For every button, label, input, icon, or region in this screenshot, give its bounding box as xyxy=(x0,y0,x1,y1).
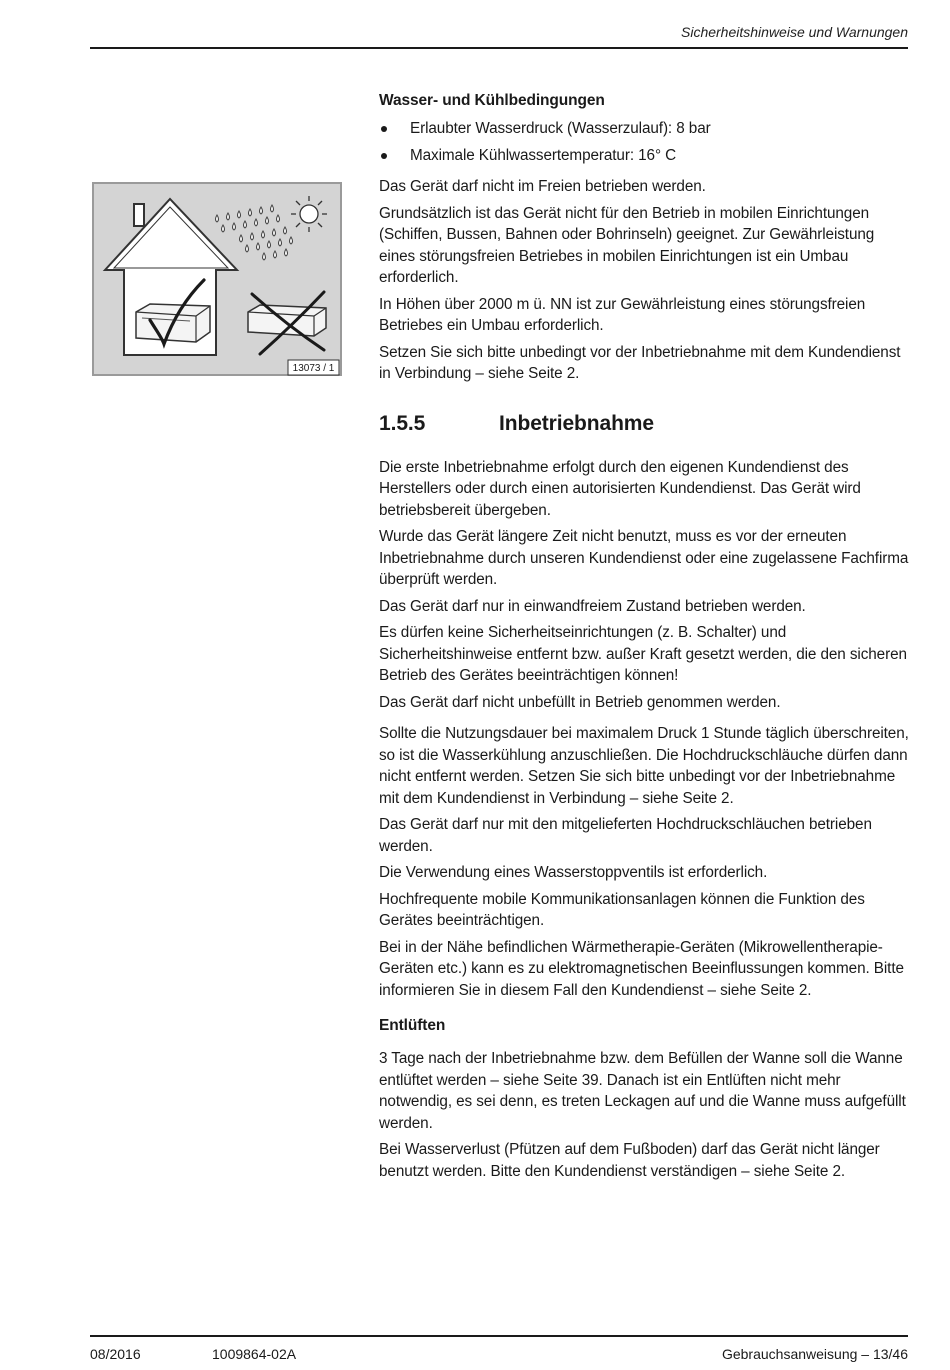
paragraph: Das Gerät darf nicht im Freien betrieben werden. xyxy=(379,178,706,195)
venting-heading: Entlüften xyxy=(379,1017,446,1034)
paragraph: Die Verwendung eines Wasserstoppventils ist erforderlich. xyxy=(379,864,768,881)
section-heading xyxy=(379,411,909,437)
list-item: Erlaubter Wasserdruck (Wasserzulauf): 8 bar xyxy=(379,118,909,140)
header-rule xyxy=(90,47,908,49)
figure-label: 13073 / 1 xyxy=(292,363,335,374)
footer-date: 08/2016 xyxy=(90,1346,141,1362)
paragraph: Das Gerät darf nicht unbefüllt in Betrieb genommen werden. xyxy=(379,693,781,711)
section-number: 1.5.5 xyxy=(379,411,426,435)
paragraph: Grundsätzlich ist das Gerät nicht für den Betrieb in mobilen Einrichtungen (Schiffen, Bussen, Bahnen oder Bohrinseln) geeignet. Zur Gewährleistung eines störungsfreien Betriebes in mobilen Einrichtungen ist ein Umbau erforderlich. xyxy=(379,204,875,286)
indoor-only-illustration xyxy=(92,182,342,376)
paragraph: Wurde das Gerät längere Zeit nicht benutzt, muss es vor der erneuten Inbetriebnahme durch unseren Kundendienst oder eine zugelassene Fachfirma überprüft werden. xyxy=(379,528,909,588)
paragraph: Es dürfen keine Sicherheitseinrichtungen (z. B. Schalter) und Sicherheitshinweise entfernt bzw. außer Kraft gesetzt werden, die den sicheren Betrieb des Gerätes beeinträchtigen können! xyxy=(379,624,907,684)
paragraph: Setzen Sie sich bitte unbedingt vor der Inbetriebnahme mit dem Kundendienst in Verbindung – siehe Seite 2. xyxy=(379,343,901,382)
main-content xyxy=(379,90,909,1187)
paragraph: Bei in der Nähe befindlichen Wärmetherapie-Geräten (Mikrowellentherapie-Geräten etc.) kann es zu elektromagnetischen Beeinflussungen kommen. Bitte informieren Sie in diesem Fall den Kundendienst – siehe Seite 2. xyxy=(379,938,904,999)
paragraph: Das Gerät darf nur in einwandfreiem Zustand betrieben werden. xyxy=(379,597,806,615)
list-item: Maximale Kühlwassertemperatur: 16° C xyxy=(379,145,909,167)
water-bullet-list xyxy=(379,118,909,166)
footer-rule xyxy=(90,1335,908,1337)
paragraph: Bei Wasserverlust (Pfützen auf dem Fußboden) darf das Gerät nicht länger benutzt werden. Bitte den Kundendienst verständigen – siehe Seite 2. xyxy=(379,1141,880,1180)
paragraph: Sollte die Nutzungsdauer bei maximalem Druck 1 Stunde täglich überschreiten, so ist die Wasserkühlung anzuschließen. Die Hochdruckschläuche dürfen dann nicht entfernt werden. Setzen Sie sich bitte unbedingt vor der Inbetriebnahme mit dem Kundendienst in Verbindung – siehe Seite 2. xyxy=(379,725,909,807)
footer-doc-number: 1009864-02A xyxy=(212,1346,297,1362)
outdoor-device-icon xyxy=(248,305,326,336)
paragraph: In Höhen über 2000 m ü. NN ist zur Gewährleistung eines störungsfreien Betriebes ein Umbau erforderlich. xyxy=(379,295,866,334)
section-title: Inbetriebnahme xyxy=(499,411,654,435)
paragraph: Die erste Inbetriebnahme erfolgt durch den eigenen Kundendienst des Herstellers oder durch einen autorisierten Kundendienst. Das Gerät wird betriebsbereit übergeben. xyxy=(379,458,861,519)
footer-page-label: Gebrauchsanweisung – 13/46 xyxy=(721,1346,908,1362)
paragraph: Hochfrequente mobile Kommunikationsanlagen können die Funktion des Gerätes beeinträchtigen. xyxy=(379,890,865,929)
running-header: Sicherheitshinweise und Warnungen xyxy=(681,24,908,40)
paragraph: 3 Tage nach der Inbetriebnahme bzw. dem Befüllen der Wanne soll die Wanne entlüftet werden – siehe Seite 39. Danach ist ein Entlüften nicht mehr notwendig, es sei denn, es treten Leckagen auf und die Wanne muss aufgefüllt werden. xyxy=(379,1050,906,1132)
paragraph: Das Gerät darf nur mit den mitgelieferten Hochdruckschläuchen betrieben werden. xyxy=(379,816,872,855)
water-heading: Wasser- und Kühlbedingungen xyxy=(379,92,605,109)
